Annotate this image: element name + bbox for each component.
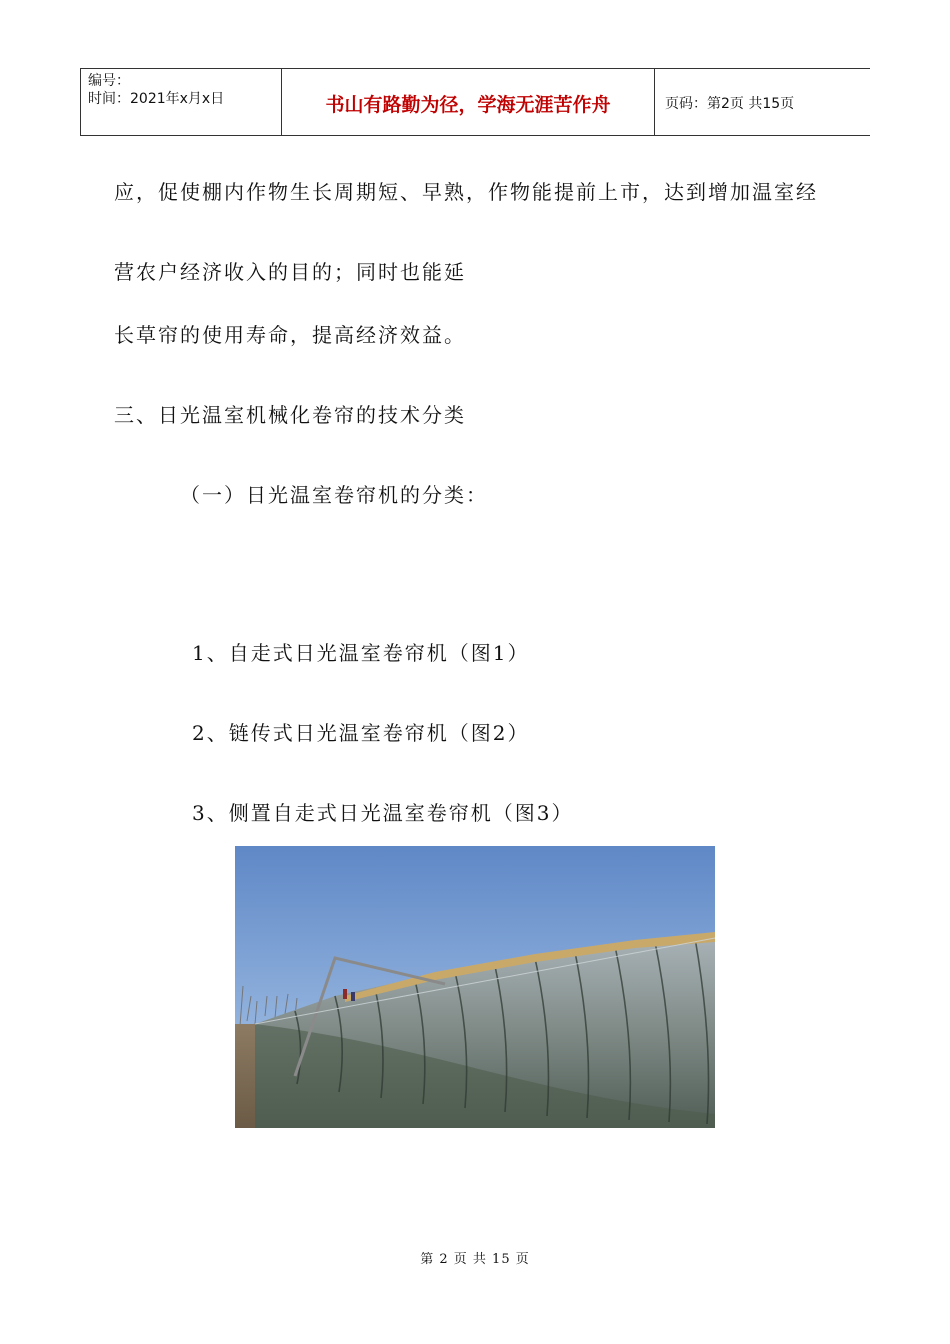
page-footer: 第 2 页 共 15 页 — [420, 1252, 530, 1267]
subsection-heading: （一）日光温室卷帘机的分类： — [180, 483, 488, 507]
section-heading: 三、日光温室机械化卷帘的技术分类 — [114, 403, 466, 427]
list-item: 2、链传式日光温室卷帘机（图2） — [192, 721, 530, 745]
header-motto: 书山有路勤为径，学海无涯苦作舟 — [325, 94, 611, 116]
paragraph-line: 应，促使棚内作物生长周期短、早熟，作物能提前上市，达到增加温室经 — [114, 180, 818, 204]
document-date-label: 时间：2021年x月x日 — [88, 91, 225, 107]
document-number-label: 编号： — [88, 73, 130, 89]
list-item: 3、侧置自走式日光温室卷帘机（图3） — [192, 801, 574, 825]
paragraph-line: 营农户经济收入的目的；同时也能延 — [114, 260, 466, 284]
header-page-label: 页码：第2页 共15页 — [665, 96, 795, 112]
header-top-rule — [80, 68, 870, 69]
header-meta — [88, 72, 224, 108]
list-item: 1、自走式日光温室卷帘机（图1） — [192, 641, 530, 665]
header-divider — [654, 68, 655, 136]
header-bottom-rule — [80, 135, 870, 136]
greenhouse-photo — [235, 846, 715, 1128]
paragraph-line: 长草帘的使用寿命，提高经济效益。 — [114, 323, 466, 347]
header-divider — [80, 68, 81, 136]
